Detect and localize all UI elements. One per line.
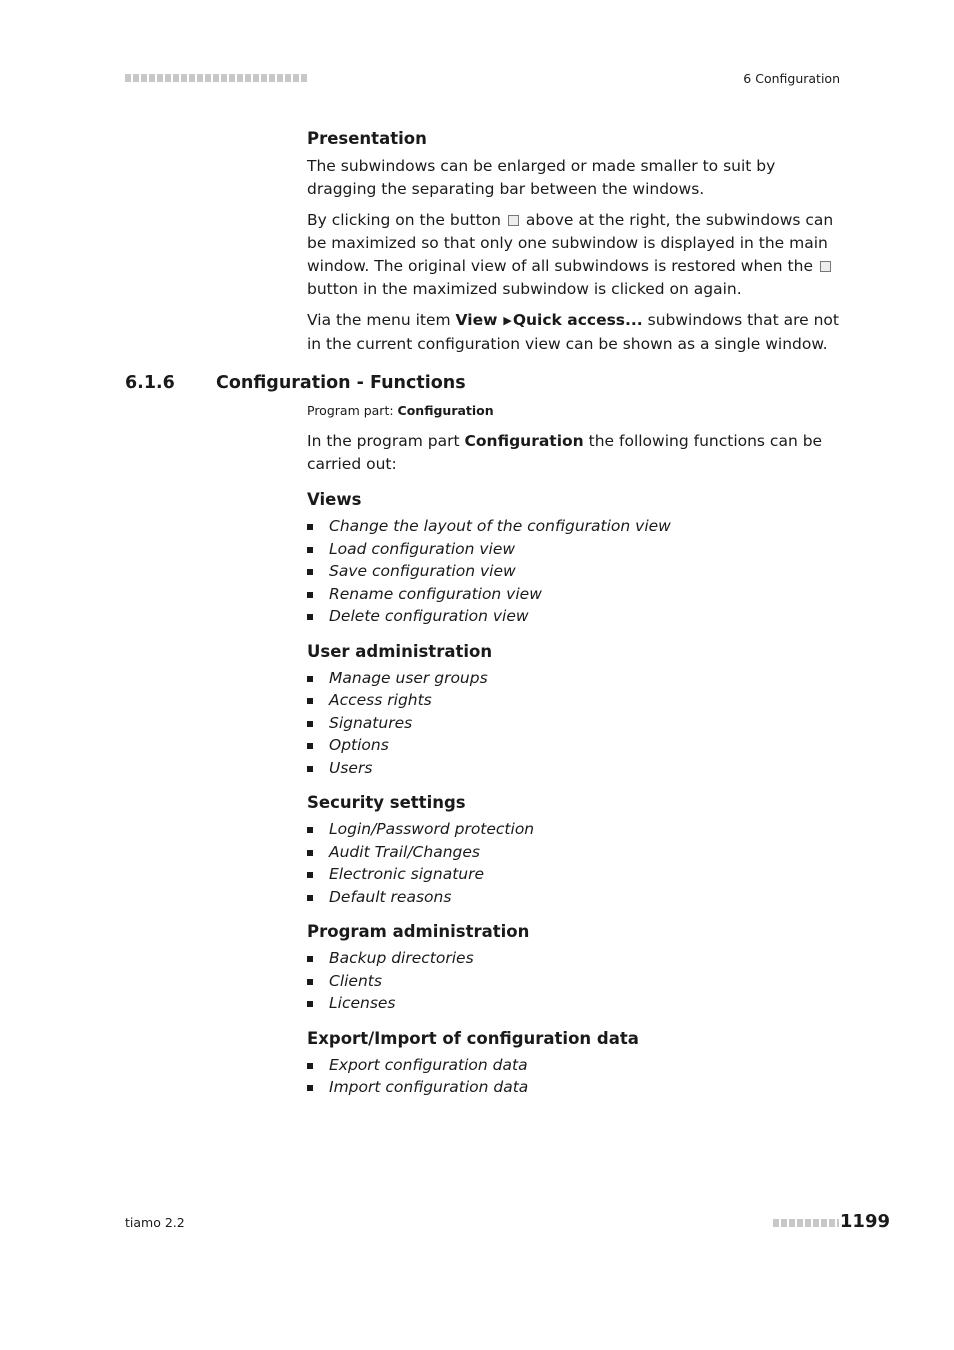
bullet-icon — [307, 524, 313, 530]
list-item — [307, 667, 847, 690]
list-item — [307, 886, 847, 909]
intro-part-a: In the program part — [307, 432, 460, 450]
bullet-icon — [307, 827, 313, 833]
bullet-icon — [307, 895, 313, 901]
list-item — [307, 992, 847, 1015]
presentation-paragraph-1: The subwindows can be enlarged or made smaller to suit by dragging the separating bar between the windows. — [307, 157, 776, 198]
bullet-icon — [307, 1063, 313, 1069]
list-item — [307, 947, 847, 970]
section-heading — [125, 373, 466, 393]
header-decoration — [125, 74, 307, 82]
bullet-icon — [307, 569, 313, 575]
bullet-icon — [307, 872, 313, 878]
group-heading: Views — [307, 490, 362, 510]
bullet-icon — [307, 979, 313, 985]
group-heading: Security settings — [307, 793, 466, 813]
group-heading: Export/Import of configuration data — [307, 1028, 639, 1048]
list-item — [307, 689, 847, 712]
list-item — [307, 1054, 847, 1077]
list-item-text: Users — [329, 758, 373, 777]
list-item — [307, 818, 847, 841]
menu-arrow-icon: ▶ — [503, 314, 512, 328]
presentation-heading: Presentation — [307, 129, 427, 148]
bullet-list — [307, 1054, 847, 1099]
intro-part-b: the following functions can be carried out: — [307, 432, 823, 473]
bullet-icon — [307, 547, 313, 553]
header-chapter: 6 Configuration — [743, 71, 840, 86]
program-part — [307, 403, 494, 418]
section-title: Configuration - Functions — [216, 373, 466, 393]
menu-view: View — [455, 311, 498, 330]
intro-bold: Configuration — [464, 432, 584, 450]
list-item-text: Options — [329, 736, 389, 755]
list-item-text: Electronic signature — [329, 865, 485, 884]
list-item-text: Backup directories — [329, 949, 474, 968]
bullet-icon — [307, 743, 313, 749]
program-part-label: Program part: — [307, 403, 394, 418]
list-item — [307, 841, 847, 864]
list-item — [307, 1076, 847, 1099]
list-item — [307, 560, 847, 583]
p2-part-c: button in the maximized subwindow is clicked on again. — [307, 279, 742, 298]
group-heading: Program administration — [307, 922, 530, 942]
list-item — [307, 515, 847, 538]
bullet-icon — [307, 766, 313, 772]
section-intro — [307, 430, 847, 475]
menu-quick-access: Quick access... — [512, 311, 643, 330]
list-item — [307, 970, 847, 993]
footer-decoration — [773, 1219, 839, 1227]
list-item-text: Load configuration view — [329, 539, 516, 558]
bullet-icon — [307, 956, 313, 962]
list-item — [307, 605, 847, 628]
p2-part-b: above at the right, the subwindows can be maximized so that only one subwindow is displayed in the main window. The original view of all subwindows is restored when the — [307, 211, 834, 275]
function-groups — [307, 489, 847, 1099]
bullet-icon — [307, 614, 313, 620]
list-item-text: Import configuration data — [329, 1078, 529, 1097]
section-number: 6.1.6 — [125, 373, 175, 393]
list-item-text: Audit Trail/Changes — [329, 842, 480, 861]
list-item-text: Signatures — [329, 713, 413, 732]
presentation-paragraph-3 — [307, 309, 847, 355]
bullet-list — [307, 667, 847, 780]
list-item-text: Change the layout of the configuration view — [329, 517, 671, 536]
program-part-value: Configuration — [397, 403, 494, 418]
bullet-list — [307, 515, 847, 628]
list-item-text: Rename configuration view — [329, 584, 542, 603]
p2-part-a: By clicking on the button — [307, 211, 501, 230]
footer-product: tiamo 2.2 — [125, 1215, 185, 1230]
presentation-block — [307, 128, 847, 365]
bullet-icon — [307, 698, 313, 704]
list-item-text: Access rights — [329, 691, 432, 710]
p3-part-a: Via the menu item — [307, 311, 451, 330]
list-item — [307, 757, 847, 780]
bullet-icon — [307, 676, 313, 682]
bullet-icon — [307, 592, 313, 598]
list-item-text: Licenses — [329, 994, 396, 1013]
list-item — [307, 734, 847, 757]
bullet-icon — [307, 721, 313, 727]
list-item-text: Save configuration view — [329, 562, 516, 581]
list-item-text: Login/Password protection — [329, 820, 535, 839]
bullet-icon — [307, 850, 313, 856]
presentation-paragraph-2 — [307, 209, 847, 300]
list-item-text: Delete configuration view — [329, 607, 529, 626]
list-item — [307, 863, 847, 886]
functions-block — [307, 430, 847, 1112]
list-item — [307, 712, 847, 735]
list-item — [307, 538, 847, 561]
p3-part-b: subwindows that are not in the current configuration view can be shown as a single window. — [307, 311, 839, 353]
list-item-text: Default reasons — [329, 887, 452, 906]
list-item-text: Manage user groups — [329, 668, 488, 687]
list-item-text: Export configuration data — [329, 1055, 528, 1074]
maximize-icon — [508, 215, 519, 226]
list-item — [307, 583, 847, 606]
restore-icon — [820, 261, 831, 272]
bullet-list — [307, 818, 847, 908]
list-item-text: Clients — [329, 971, 382, 990]
page-number: 1199 — [839, 1211, 890, 1232]
bullet-icon — [307, 1085, 313, 1091]
group-heading: User administration — [307, 641, 493, 661]
bullet-list — [307, 947, 847, 1015]
bullet-icon — [307, 1001, 313, 1007]
